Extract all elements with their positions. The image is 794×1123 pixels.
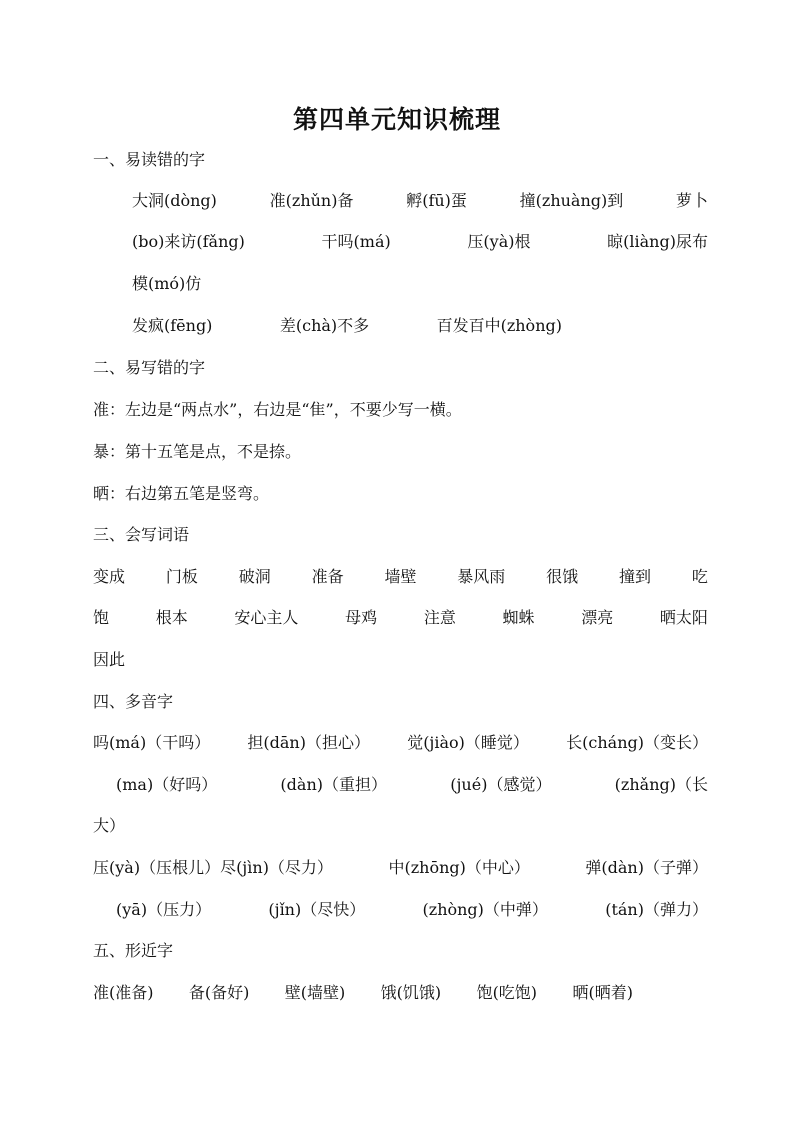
polyphone-item: 担(dān)（担心） (247, 733, 370, 752)
similar-char-item: 壁(墙壁) (284, 983, 346, 1002)
polyphone-item: 长(cháng)（变长） (566, 733, 708, 752)
word-item: 暴风雨 (457, 567, 506, 586)
word-item: 蜘蛛 (502, 608, 535, 627)
polyphone-item: (ma)（好吗） (116, 775, 218, 794)
misread-row-4 (132, 313, 562, 339)
section-heading-writing-words: 三、会写词语 (93, 525, 190, 544)
polyphone-row-2 (116, 772, 708, 798)
polyphone-row-5 (116, 897, 708, 923)
polyphone-item: (tán)（弹力） (605, 900, 708, 919)
word-item: 母鸡 (345, 608, 378, 627)
word-item: 孵(fū)蛋 (406, 191, 467, 210)
polyphone-item: (dàn)（重担） (280, 775, 387, 794)
words-row-1 (93, 564, 708, 590)
word-item: 晒太阳 (659, 608, 708, 627)
word-item: 饱 (93, 608, 110, 627)
word-item: 撞(zhuàng)到 (519, 191, 624, 210)
miswritten-note: 暴：第十五笔是点，不是捺。 (93, 442, 302, 461)
similar-chars-row (93, 980, 633, 1006)
word-item: 吃 (691, 567, 708, 586)
word-item: 破洞 (238, 567, 271, 586)
polyphone-item: (zhǎng)（长 (614, 775, 708, 794)
polyphone-row-4 (93, 855, 708, 881)
word-item: 注意 (423, 608, 456, 627)
polyphone-item: 弹(dàn)（子弹） (585, 858, 708, 877)
similar-char-item: 饱(吃饱) (476, 983, 538, 1002)
word-item: 安心主人 (234, 608, 299, 627)
word-item: 撞到 (619, 567, 652, 586)
word-item: 漂亮 (581, 608, 614, 627)
word-item: 萝卜 (675, 191, 708, 210)
word-item: 门板 (165, 567, 198, 586)
miswritten-note: 晒：右边第五笔是竖弯。 (93, 484, 270, 503)
polyphone-item: (jǐn)（尽快） (268, 900, 366, 919)
similar-char-item: 饿(饥饿) (380, 983, 442, 1002)
polyphone-item: 觉(jiào)（睡觉） (407, 733, 529, 752)
word-item: 发疯(fēng) (132, 316, 213, 335)
miswritten-note: 准：左边是“两点水”，右边是“隹”，不要少写一横。 (93, 400, 462, 419)
page-title: 第四单元知识梳理 (292, 105, 501, 134)
polyphone-item: (yā)（压力） (116, 900, 212, 919)
polyphone-item: (jué)（感觉） (450, 775, 552, 794)
word-item: (bo)来访(fǎng) (132, 232, 245, 251)
misread-row-1 (132, 188, 708, 214)
section-heading-miswritten: 二、易写错的字 (93, 358, 206, 377)
word-item: 压(yà)根 (467, 232, 531, 251)
section-heading-similar-chars: 五、形近字 (93, 941, 174, 960)
polyphone-row-3: 大） (93, 816, 126, 835)
similar-char-item: 准(准备) (93, 983, 154, 1002)
misread-row-2 (132, 229, 708, 255)
polyphone-row-1 (93, 730, 708, 756)
word-item: 大洞(dòng) (132, 191, 217, 210)
section-heading-misread: 一、易读错的字 (93, 150, 206, 169)
polyphone-item: 中(zhōng)（中心） (388, 858, 530, 877)
word-item: 干吗(má) (321, 232, 391, 251)
misread-row-3: 模(mó)仿 (132, 274, 202, 293)
word-item: 很饿 (546, 567, 579, 586)
polyphone-item: 吗(má)（干吗） (93, 733, 211, 752)
polyphone-item: 压(yà)（压根儿）尽(jìn)（尽力） (93, 858, 333, 877)
word-item: 墙壁 (384, 567, 417, 586)
word-item: 差(chà)不多 (279, 316, 370, 335)
similar-char-item: 晒(晒着) (572, 983, 633, 1002)
word-item: 百发百中(zhòng) (436, 316, 562, 335)
word-item: 晾(liàng)尿布 (607, 232, 708, 251)
word-item: 准(zhǔn)备 (269, 191, 354, 210)
words-row-3: 因此 (93, 650, 126, 669)
word-item: 根本 (155, 608, 188, 627)
similar-char-item: 备(备好) (188, 983, 250, 1002)
word-item: 准备 (311, 567, 344, 586)
word-item: 变成 (93, 567, 126, 586)
polyphone-item: (zhòng)（中弹） (422, 900, 548, 919)
words-row-2 (93, 605, 708, 631)
section-heading-polyphones: 四、多音字 (93, 692, 174, 711)
